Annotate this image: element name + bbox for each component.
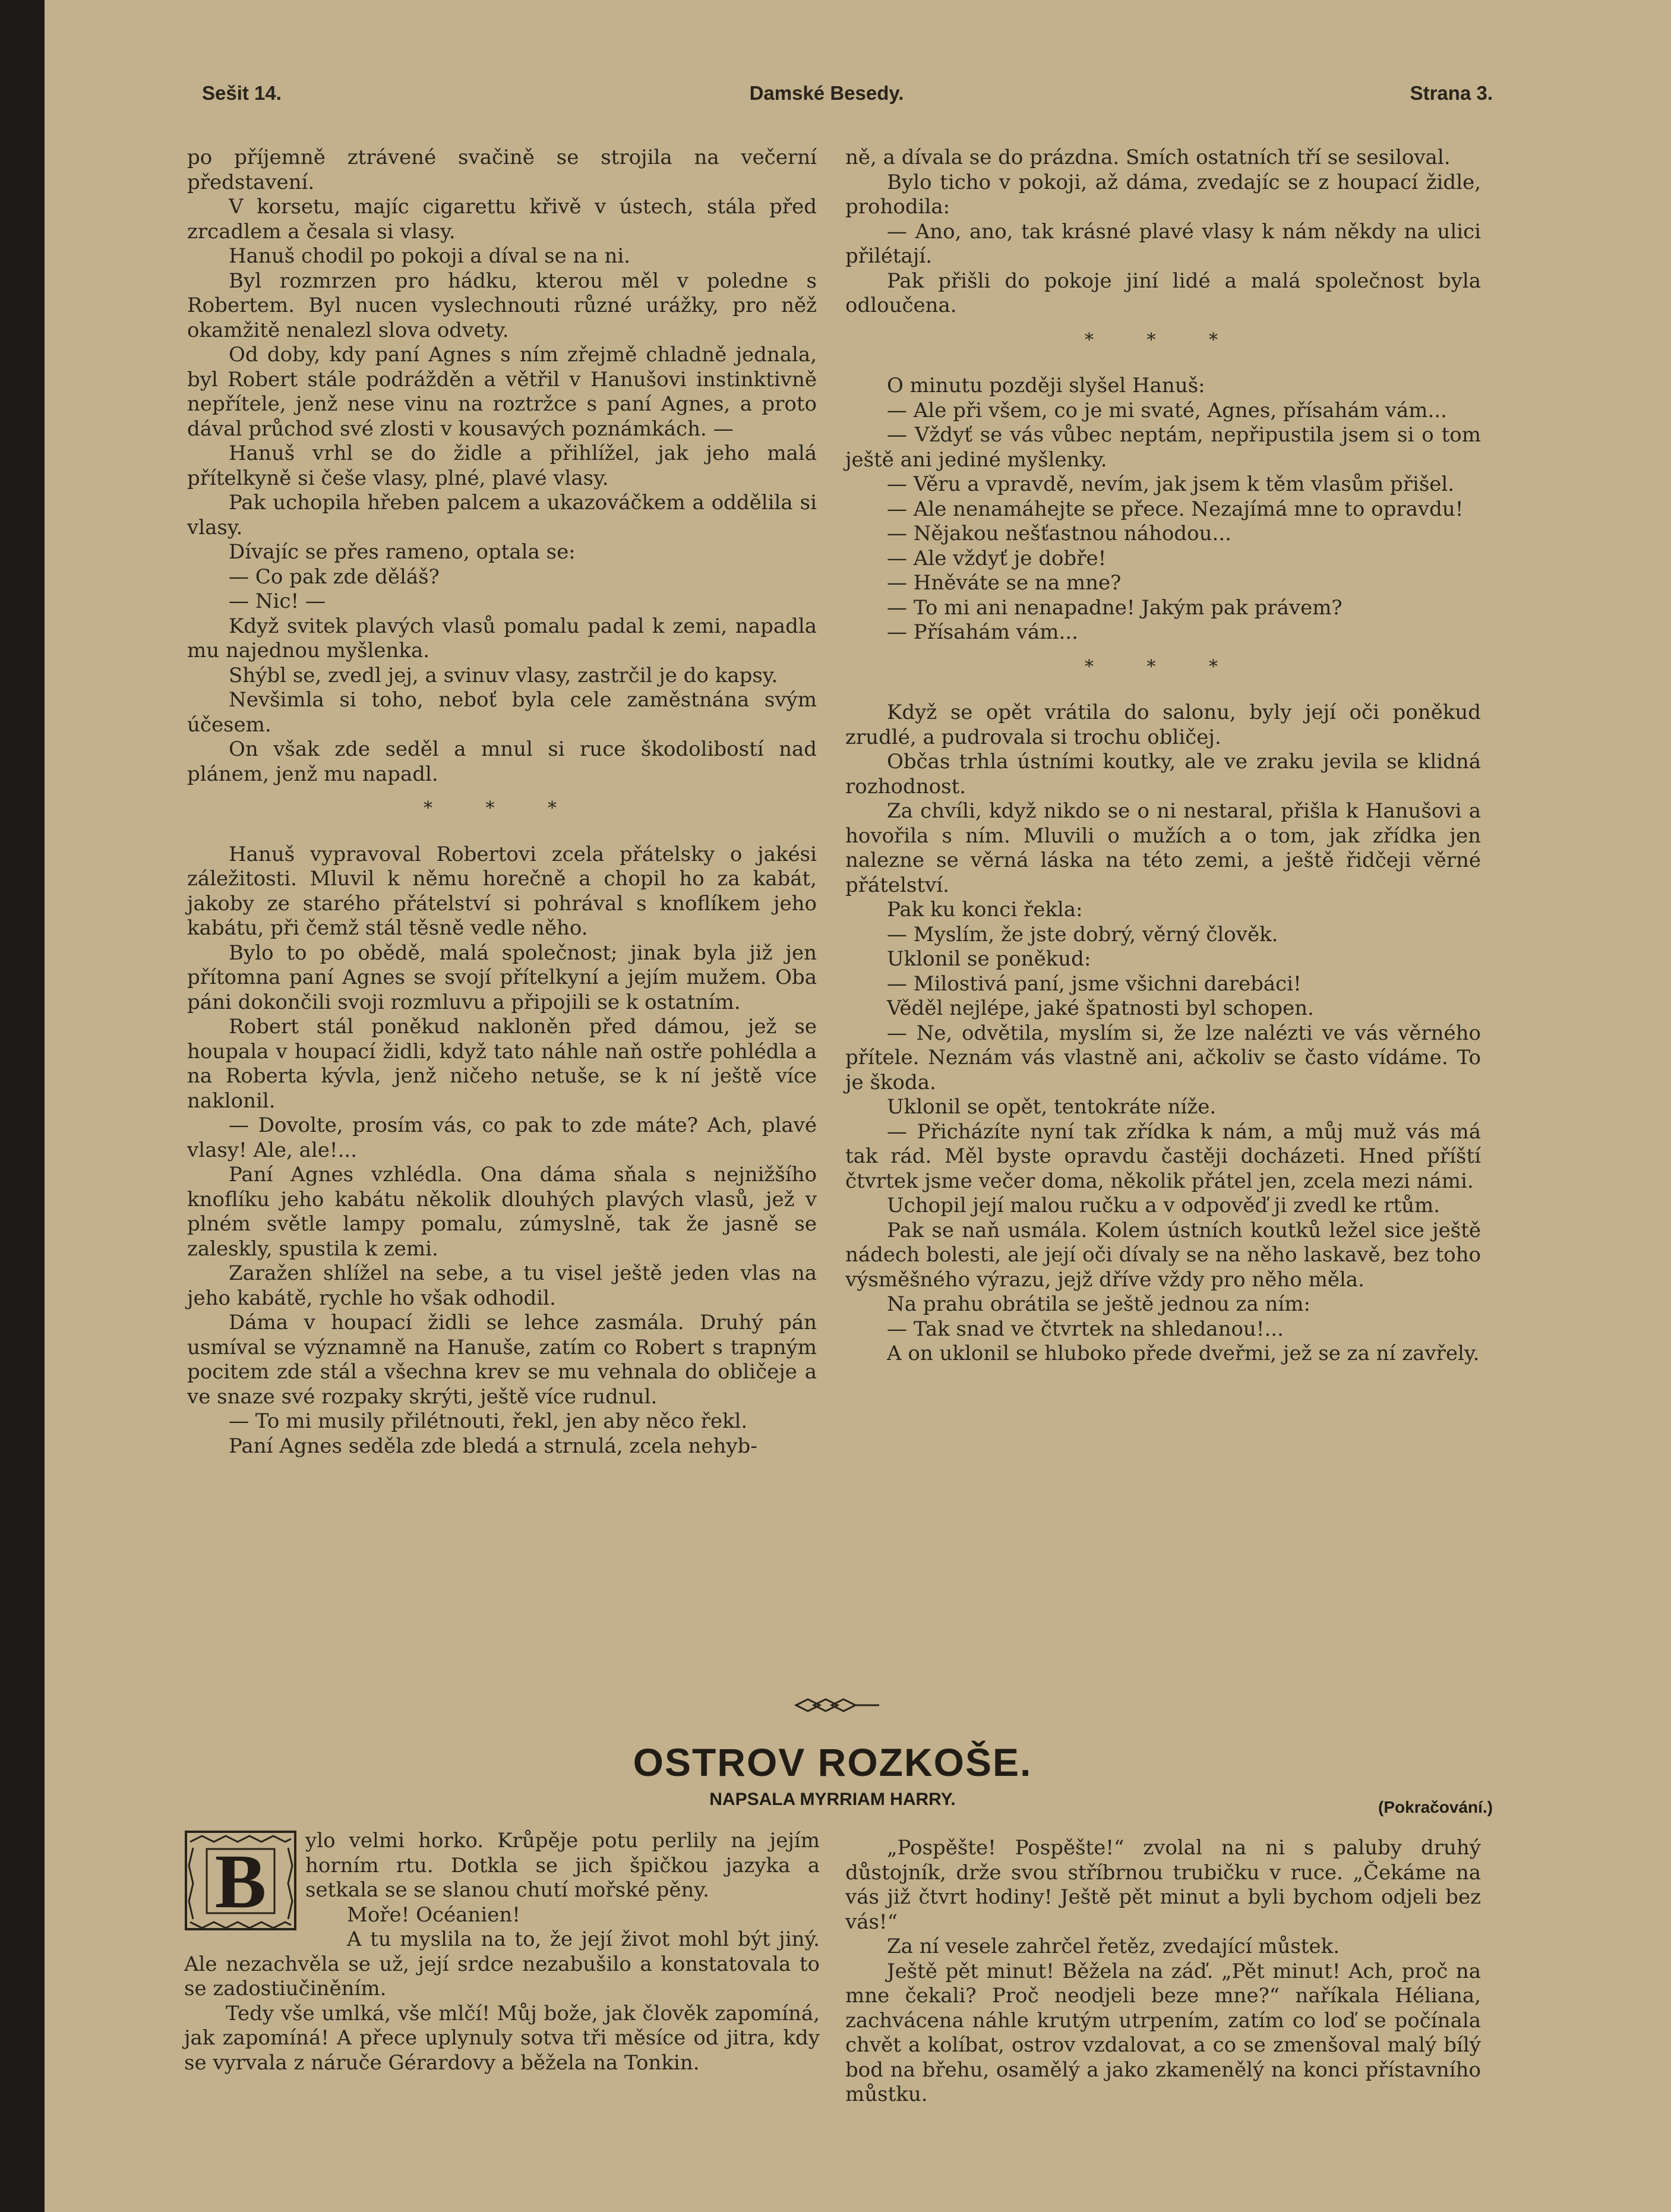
paragraph: — Dovolte, prosím vás, co pak to zde máte? Ach, plavé vlasy! Ale, ale!... bbox=[187, 1113, 817, 1162]
paragraph: — Přicházíte nyní tak zřídka k nám, a můj muž vás má tak rád. Měl byste opravdu častěji docházeti. Hned příští čtvrtek jsme večer doma, několik přátel jen, zcela mezi námi. bbox=[845, 1119, 1481, 1193]
paragraph: O minutu později slyšel Hanuš: bbox=[887, 374, 1205, 397]
paragraph: Moře! Océanien! bbox=[347, 1902, 520, 1927]
paragraph: Když svitek plavých vlasů pomalu padal k zemi, napadla mu najednou myšlenka. bbox=[187, 614, 817, 662]
paragraph: — Myslím, že jste dobrý, věrný člověk. bbox=[887, 922, 1278, 946]
paragraph: Nevšimla si toho, neboť byla cele zaměstnána svým účesem. bbox=[187, 688, 817, 737]
paragraph: — Věru a vpravdě, nevím, jak jsem k těm vlasům přišel. bbox=[887, 472, 1455, 496]
article-column-1 bbox=[184, 1829, 820, 2075]
paragraph: „Pospěšte! Pospěšte!“ zvolal na ni s paluby druhý důstojník, drže svou stříbrnou trubičku v ruce. „Čekáme na vás již čtvrt hodiny! Ještě pět minut a byli bychom odjeli bez vás!“ bbox=[845, 1836, 1481, 1934]
dropcap-initial bbox=[184, 1830, 297, 1931]
paragraph: Za chvíli, když nikdo se o ni nestaral, přišla k Hanušovi a hovořila s ním. Mluvili o mužích a o tom, jak zřídka jen nalezne se věrná láska na této zemi, a ještě řidčeji věrné přátelství. bbox=[845, 799, 1481, 897]
paragraph: Pak ku konci řekla: bbox=[887, 898, 1083, 922]
paragraph: Pak uchopila hřeben palcem a ukazováčkem a oddělila si vlasy. bbox=[187, 491, 817, 539]
paragraph: — Nic! — bbox=[229, 589, 326, 613]
paragraph: Hanuš vypravoval Robertovi zcela přátelsky o jakési záležitosti. Mluvil k němu horečně a chopil ho za kabát, jakoby ze starého přátelství si pohrával s knoflíkem jeho kabátu, při čemž stál těsně vedle něho. bbox=[187, 842, 817, 940]
paragraph: — Hněváte se na mne? bbox=[887, 571, 1122, 595]
column-1 bbox=[187, 146, 817, 1459]
paragraph: Hanuš vrhl se do židle a přihlížel, jak jeho malá přítelkyně si češe vlasy, plné, plavé vlasy. bbox=[187, 441, 817, 490]
continued-label: (Pokračování.) bbox=[1378, 1798, 1493, 1816]
section-break-stars: * * * bbox=[1084, 656, 1242, 677]
paragraph: Uklonil se opět, tentokráte níže. bbox=[887, 1095, 1217, 1119]
paragraph: Bylo ticho v pokoji, až dáma, zvedajíc se z houpací židle, prohodila: bbox=[845, 170, 1481, 219]
paragraph: Zaražen shlížel na sebe, a tu visel ještě jeden vlas na jeho kabátě, rychle ho však odhodil. bbox=[187, 1261, 817, 1310]
paragraph: A tu myslila na to, že její život mohl být jiný. Ale nezachvěla se už, její srdce nezabušilo a konstatovala to se zadostiučiněním. bbox=[184, 1927, 820, 2000]
paragraph: — Ale nenamáhejte se přece. Nezajímá mne to opravdu! bbox=[887, 497, 1464, 521]
paragraph: Na prahu obrátila se ještě jednou za ním: bbox=[887, 1292, 1311, 1316]
article-column-2 bbox=[845, 1836, 1481, 2107]
paragraph: Hanuš chodil po pokoji a díval se na ni. bbox=[229, 244, 631, 268]
page-number: Strana 3. bbox=[1410, 82, 1493, 104]
paragraph: Věděl nejlépe, jaké špatnosti byl schopen. bbox=[887, 996, 1314, 1020]
section-break-stars: * * * bbox=[1084, 329, 1242, 351]
dropcap-letter: B bbox=[214, 1839, 267, 1924]
paragraph: Robert stál poněkud nakloněn před dámou, jež se houpala v houpací židli, když tato náhle naň ostře pohlédla a na Roberta kývla, jenž ničeho netuše, se k ní ještě více naklonil. bbox=[187, 1015, 817, 1113]
paragraph: Občas trhla ústními koutky, ale ve zraku jevila se klidná rozhodnost. bbox=[845, 750, 1481, 799]
paragraph: — Ne, odvětila, myslím si, že lze nalézti ve vás věrného přítele. Neznám vás vlastně ani, ačkoliv se často vídáme. To je škoda. bbox=[845, 1021, 1481, 1094]
running-header bbox=[160, 82, 1493, 112]
paragraph: On však zde seděl a mnul si ruce škodolibostí nad plánem, jenž mu napadl. bbox=[187, 737, 817, 786]
paragraph: A on uklonil se hluboko přede dveřmi, jež se za ní zavřely. bbox=[887, 1342, 1480, 1365]
paragraph: Když se opět vrátila do salonu, byly její oči poněkud zrudlé, a pudrovala si trochu obličej. bbox=[845, 700, 1481, 749]
ornamental-divider-icon bbox=[793, 1696, 882, 1714]
paragraph: V korsetu, majíc cigarettu křivě v ústech, stála před zrcadlem a česala si vlasy. bbox=[187, 195, 817, 244]
paragraph: Dáma v houpací židli se lehce zasmála. Druhý pán usmíval se významně na Hanuše, zatím co Robert s trapným pocitem zde stál a všechna krev se mu vehnala do obličeje a ve snaze své rozpaky skrýti, ještě více rudnul. bbox=[187, 1311, 817, 1409]
paragraph: Shýbl se, zvedl jej, a svinuv vlasy, zastrčil je do kapsy. bbox=[229, 663, 778, 687]
paragraph: Pak přišli do pokoje jiní lidé a malá společnost byla odloučena. bbox=[845, 269, 1481, 317]
paragraph: Paní Agnes vzhlédla. Ona dáma sňala s nejnižšího knoflíku jeho kabátu několik dlouhých plavých vlasů, jež v plném světle lampy pomalu, zúmyslně, tak že jasně se zaleskly, spustila k zemi. bbox=[187, 1163, 817, 1261]
paragraph: — To mi musily přilétnouti, řekl, jen aby něco řekl. bbox=[229, 1409, 748, 1433]
article-title: OSTROV ROZKOŠE. bbox=[633, 1740, 1032, 1784]
paragraph: Byl rozmrzen pro hádku, kterou měl v poledne s Robertem. Byl nucen vyslechnouti různé urážky, pro něž okamžitě nenalezl slova odvety. bbox=[187, 269, 817, 342]
paragraph: Pak se naň usmála. Kolem ústních koutků ležel sice ještě nádech bolesti, ale její oči dívaly se na něho laskavě, bez toho výsměšného výrazu, jejž dříve vždy pro něho měla. bbox=[845, 1218, 1481, 1292]
article-byline: NAPSALA MYRRIAM HARRY. bbox=[709, 1790, 956, 1809]
section-break-stars: * * * bbox=[423, 798, 581, 819]
paragraph: — Co pak zde děláš? bbox=[229, 564, 440, 589]
paragraph: Tedy vše umlká, vše mlčí! Můj bože, jak člověk zapomíná, jak zapomíná! A přece uplynuly sotva tři měsíce od jitra, kdy se vyrvala z náruče Gérardovy a běžela na Tonkin. bbox=[184, 2001, 820, 2075]
issue-number: Sešit 14. bbox=[202, 82, 282, 104]
paragraph: — Přísahám vám... bbox=[887, 620, 1078, 644]
paragraph: Dívajíc se přes rameno, optala se: bbox=[229, 540, 576, 564]
paragraph: ně, a dívala se do prázdna. Smích ostatních tří se sesiloval. bbox=[845, 146, 1451, 169]
paragraph: — Nějakou nešťastnou náhodou... bbox=[887, 522, 1231, 545]
paragraph: — Vždyť se vás vůbec neptám, nepřipustila jsem si o tom ještě ani jediné myšlenky. bbox=[845, 423, 1481, 472]
paragraph: ylo velmi horko. Krůpěje potu perlily na jejím horním rtu. Dotkla se jich špičkou jazyka a setkala se se slanou chutí mořské pěny. bbox=[305, 1829, 820, 1902]
magazine-title: Damské Besedy. bbox=[749, 82, 904, 104]
paragraph: — Ale vždyť je dobře! bbox=[887, 546, 1107, 570]
paragraph: Paní Agnes seděla zde bledá a strnulá, zcela nehyb- bbox=[229, 1434, 757, 1458]
paragraph: Od doby, kdy paní Agnes s ním zřejmě chladně jednala, byl Robert stále podrážděn a větřil v Hanušovi instinktivně nepřítele, jenž nese vinu na roztržce s paní Agnes, a proto dával průchod své zlosti v kousavých poznámkách. — bbox=[187, 343, 817, 441]
paragraph: Uklonil se poněkud: bbox=[887, 947, 1091, 971]
paragraph: Uchopil její malou ručku a v odpověď ji zvedl ke rtům. bbox=[887, 1194, 1441, 1217]
paragraph: Ještě pět minut! Běžela na záď. „Pět minut! Ach, proč na mne čekali? Proč neodjeli beze mne?“ naříkala Héliana, zachvácena náhle krutým utrpením, zatím co loď se počínala chvět a kolíbat, ostrov vzdalovat, a co se zmenšoval malý bílý bod na břehu, osamělý a jako zkamenělý na konci přístavního můstku. bbox=[845, 1959, 1481, 2106]
column-2 bbox=[845, 146, 1481, 1367]
paragraph: Bylo to po obědě, malá společnost; jinak byla již jen přítomna paní Agnes se svojí přítelkyní a jejím mužem. Oba páni dokončili svoji rozmluvu a připojili se k ostatním. bbox=[187, 941, 817, 1014]
paragraph: Za ní vesele zahrčel řetěz, zvedající můstek. bbox=[887, 1935, 1340, 1958]
paragraph: — To mi ani nenapadne! Jakým pak právem? bbox=[887, 595, 1343, 620]
paragraph: — Ale při všem, co je mi svaté, Agnes, přísahám vám... bbox=[887, 398, 1447, 422]
paragraph: — Tak snad ve čtvrtek na shledanou!... bbox=[887, 1317, 1284, 1341]
paragraph: — Milostivá paní, jsme všichni darebáci! bbox=[887, 971, 1302, 996]
paragraph: po příjemně ztrávené svačině se strojila na večerní představení. bbox=[187, 146, 817, 194]
paragraph: — Ano, ano, tak krásné plavé vlasy k nám někdy na ulici přilétají. bbox=[845, 219, 1481, 268]
